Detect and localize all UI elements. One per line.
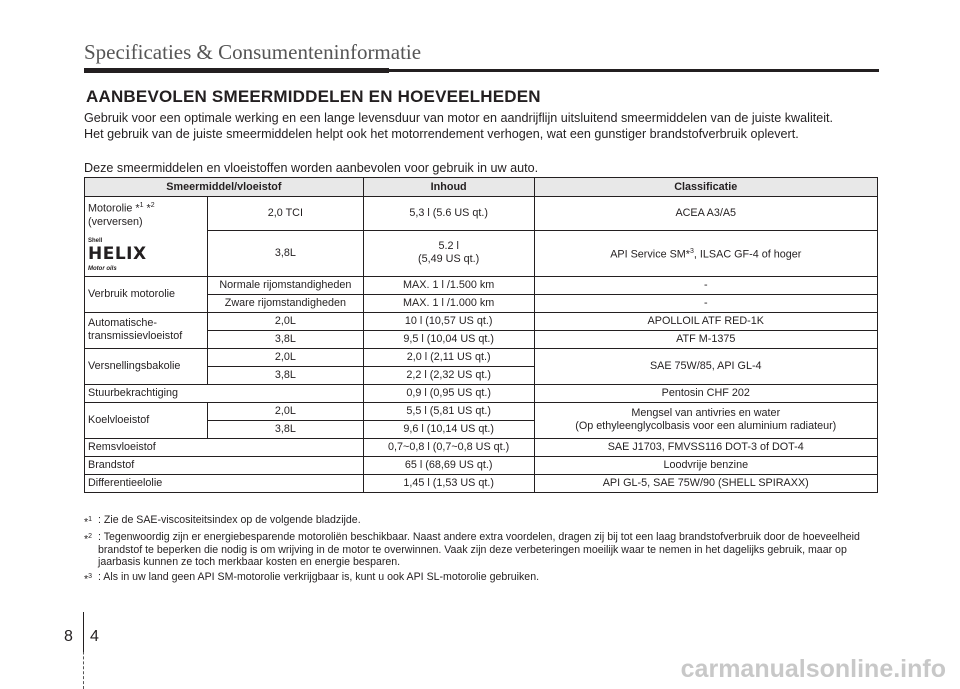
vm1-inhoud: MAX. 1 l /1.500 km (363, 276, 534, 294)
table-row (85, 456, 878, 474)
at2-inhoud: 9,5 l (10,04 US qt.) (363, 330, 534, 348)
watermark: carmanualsonline.info (680, 655, 946, 683)
table-row (85, 438, 878, 456)
intro-line-2: Het gebruik van de juiste smeermiddelen helpt ook het motorrendement verhogen, wat een gunstiger brandstofverbruik oplevert. (84, 126, 799, 141)
header-rule-accent (84, 68, 389, 73)
do-inhoud: 1,45 l (1,53 US qt.) (363, 474, 534, 492)
vs1-variant: 2,0L (207, 348, 363, 366)
kv1-variant: 2,0L (207, 402, 363, 420)
vm2-class: - (534, 294, 877, 312)
mo1-inhoud: 5,3 l (5.6 US qt.) (363, 197, 534, 231)
page-header-title: Specificaties & Consumenteninformatie (84, 40, 422, 64)
kv2-inhoud: 9,6 l (10,14 US qt.) (363, 420, 534, 438)
intro-paragraph (84, 111, 884, 142)
table-row (85, 474, 878, 492)
motorolie-label: Motorolie * (88, 202, 140, 215)
do-label: Differentieelolie (85, 474, 364, 492)
lubricants-table (84, 177, 878, 493)
header-inhoud: Inhoud (363, 178, 534, 197)
kv1-inhoud: 5,5 l (5,81 US qt.) (363, 402, 534, 420)
page-number: 4 (90, 628, 99, 645)
mo1-variant: 2,0 TCI (207, 197, 363, 231)
table-row (85, 312, 878, 330)
do-class: API GL-5, SAE 75W/90 (SHELL SPIRAXX) (534, 474, 877, 492)
header-smeermiddel: Smeermiddel/vloeistof (85, 178, 364, 197)
rv-label: Remsvloeistof (85, 438, 364, 456)
helix-logo-text: HELIX (88, 243, 147, 264)
at2-class: ATF M-1375 (534, 330, 877, 348)
vm2-variant: Zware rijomstandigheden (207, 294, 363, 312)
page-number-divider (83, 612, 84, 652)
kv-label: Koelvloeistof (85, 402, 208, 438)
table-row (85, 402, 878, 420)
intro-recommendation: Deze smeermiddelen en vloeistoffen worden aanbevolen voor gebruik in uw auto. (84, 161, 539, 175)
at2-variant: 3,8L (207, 330, 363, 348)
footnote-3: *$^3$ : Als in uw land geen API SM-motorolie verkrijgbaar is, kunt u ook API SL-motorolie gebruiken. (84, 570, 540, 586)
vs-class: SAE 75W/85, API GL-4 (534, 348, 877, 384)
mo2-inhoud: 5.2 l (5,49 US qt.) (363, 230, 534, 276)
vm-label: Verbruik motorolie (85, 276, 208, 312)
bs-class: Loodvrije benzine (534, 456, 877, 474)
mo2-variant: 3,8L (207, 230, 363, 276)
bs-inhoud: 65 l (68,69 US qt.) (363, 456, 534, 474)
at1-class: APOLLOIL ATF RED-1K (534, 312, 877, 330)
intro-line-1: Gebruik voor een optimale werking en een lange levensduur van motor en aandrijflijn uitsluitend smeermiddelen van de juiste kwaliteit. (84, 111, 834, 125)
vm2-inhoud: MAX. 1 l /1.000 km (363, 294, 534, 312)
chapter-number: 8 (64, 628, 73, 645)
vs2-variant: 3,8L (207, 366, 363, 384)
kv-class: Mengsel van antivries en water (Op ethyleenglycolbasis voor een aluminium radiateur) (534, 402, 877, 438)
at1-inhoud: 10 l (10,57 US qt.) (363, 312, 534, 330)
vm1-class: - (534, 276, 877, 294)
table-row (85, 384, 878, 402)
st-inhoud: 0,9 l (0,95 US qt.) (363, 384, 534, 402)
st-label: Stuurbekrachtiging (85, 384, 364, 402)
motorolie-label-cell: Motorolie *$^1$ *$^2$ (verversen) Shell HELIX Motor oils (85, 197, 208, 277)
st-class: Pentosin CHF 202 (534, 384, 877, 402)
bs-label: Brandstof (85, 456, 364, 474)
mo2-class: API Service SM*$^3$, ILSAC GF-4 of hoger (534, 230, 877, 276)
vs1-inhoud: 2,0 l (2,11 US qt.) (363, 348, 534, 366)
header-classificatie: Classificatie (534, 178, 877, 197)
rv-class: SAE J1703, FMVSS116 DOT-3 of DOT-4 (534, 438, 877, 456)
vs2-inhoud: 2,2 l (2,32 US qt.) (363, 366, 534, 384)
helix-shell-text: Shell (88, 237, 103, 244)
helix-oils-text: Motor oils (88, 265, 117, 272)
motorolie-sub: (verversen) (88, 215, 143, 228)
table-row (85, 276, 878, 294)
footnotes (84, 514, 880, 588)
at-label-cell: Automatische- transmissievloeistof (85, 312, 208, 348)
vm1-variant: Normale rijomstandigheden (207, 276, 363, 294)
table-row (85, 348, 878, 366)
shell-helix-logo (88, 235, 204, 276)
vs-label: Versnellingsbakolie (85, 348, 208, 384)
section-title: AANBEVOLEN SMEERMIDDELEN EN HOEVEELHEDEN (86, 87, 541, 106)
rv-inhoud: 0,7~0,8 l (0,7~0,8 US qt.) (363, 438, 534, 456)
footnote-2: *$^2$ : Tegenwoordig zijn er energiebesparende motoroliën beschikbaar. Naast andere extra voordelen, dragen zij bij tot een laag brandstofverbruik door de hoeveelheid brandstof te beperken die nodig is om wrijving in de motor te overwinnen. Vaak zijn deze verbeteringen moeilijk waar te nemen in het dagelijks gebruik, maar op jaarbasis kunnen ze toch merkbaar kosten en energie besparen. (84, 531, 860, 569)
mo1-class: ACEA A3/A5 (534, 197, 877, 231)
table-header-row (85, 178, 878, 197)
footnote-1: *$^1$ : Zie de SAE-viscositeitsindex op de volgende bladzijde. (84, 514, 361, 529)
kv2-variant: 3,8L (207, 420, 363, 438)
at1-variant: 2,0L (207, 312, 363, 330)
table-row (85, 197, 878, 231)
